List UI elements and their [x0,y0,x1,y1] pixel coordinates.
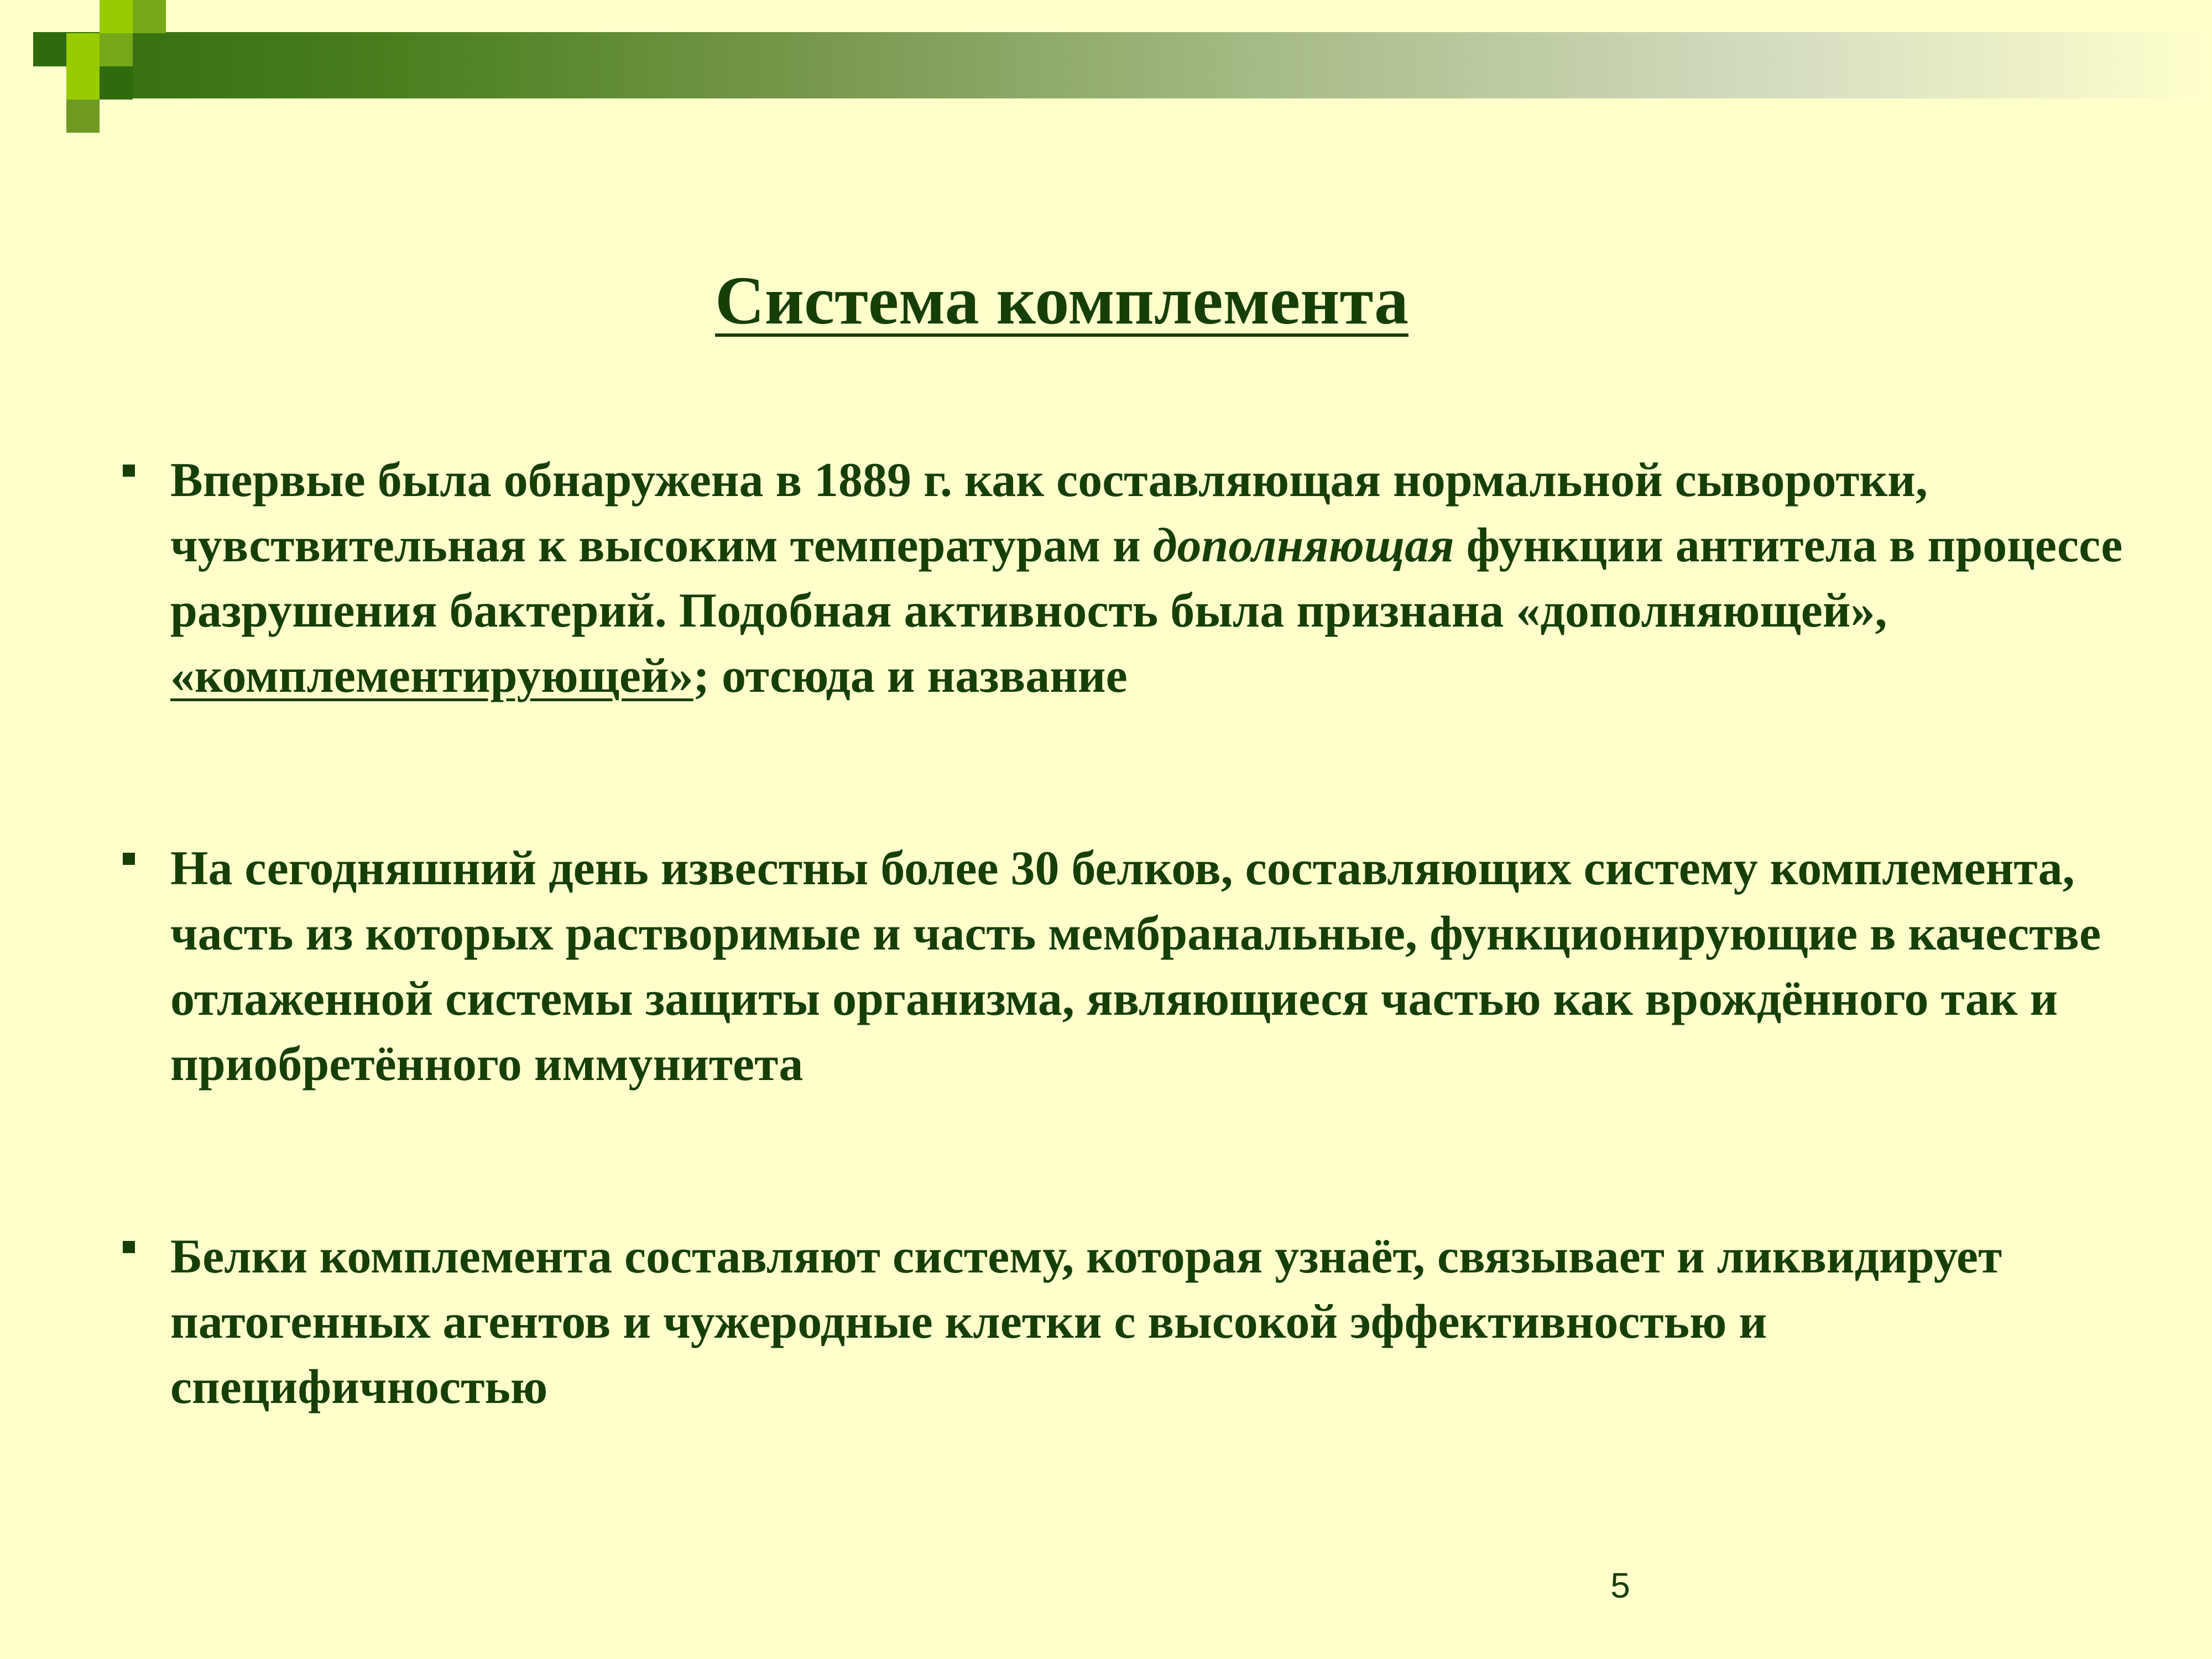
bullet-text-underlined: «комплементирующей» [170,649,693,703]
bullet-item [116,836,2135,1097]
slide-title: Система комплемента [715,263,1408,338]
bullet-text-italic: дополняющая [1152,519,1454,572]
decor-square [66,66,100,100]
decor-square [33,66,66,100]
bullet-text: функции антитела в процессе разрушения бактерий. Подобная активность была признана «дополняющей», [170,519,2123,638]
decor-square [100,33,133,66]
bullet-text: Впервые была обнаружена в 1889 г. как составляющая нормальной сыворотки, чувствительная к высоким температурам и [170,453,1928,572]
decor-square [133,0,166,33]
bullet-item [116,1224,2135,1420]
decor-square [100,66,133,100]
decor-square [33,100,66,133]
bullet-text: ; отсюда и название [693,649,1128,703]
decor-square [66,33,100,66]
square-bullet-icon [123,1241,135,1253]
square-bullet-icon [123,465,135,477]
square-bullet-icon [123,853,135,865]
bullet-item [116,448,2135,709]
bullet-text: Белки комплемента составляют систему, которая узнаёт, связывает и ликвидирует патогенных агентов и чужеродные клетки с высокой эффективностью и специфичностью [170,1230,2002,1414]
decor-square [33,33,66,66]
header-gradient-bar [0,32,2212,98]
bullet-list [116,448,2135,1420]
decor-square [66,100,100,133]
decor-square [0,0,33,133]
bullet-text: На сегодняшний день известны более 30 белков, составляющих систему комплемента, часть из которых растворимые и часть мембранальные, функционирующие в качестве отлаженной системы защиты организма, являющиеся частью как врождённого так и приобретённого иммунитета [170,842,2101,1091]
page-number: 5 [1610,1566,1630,1605]
